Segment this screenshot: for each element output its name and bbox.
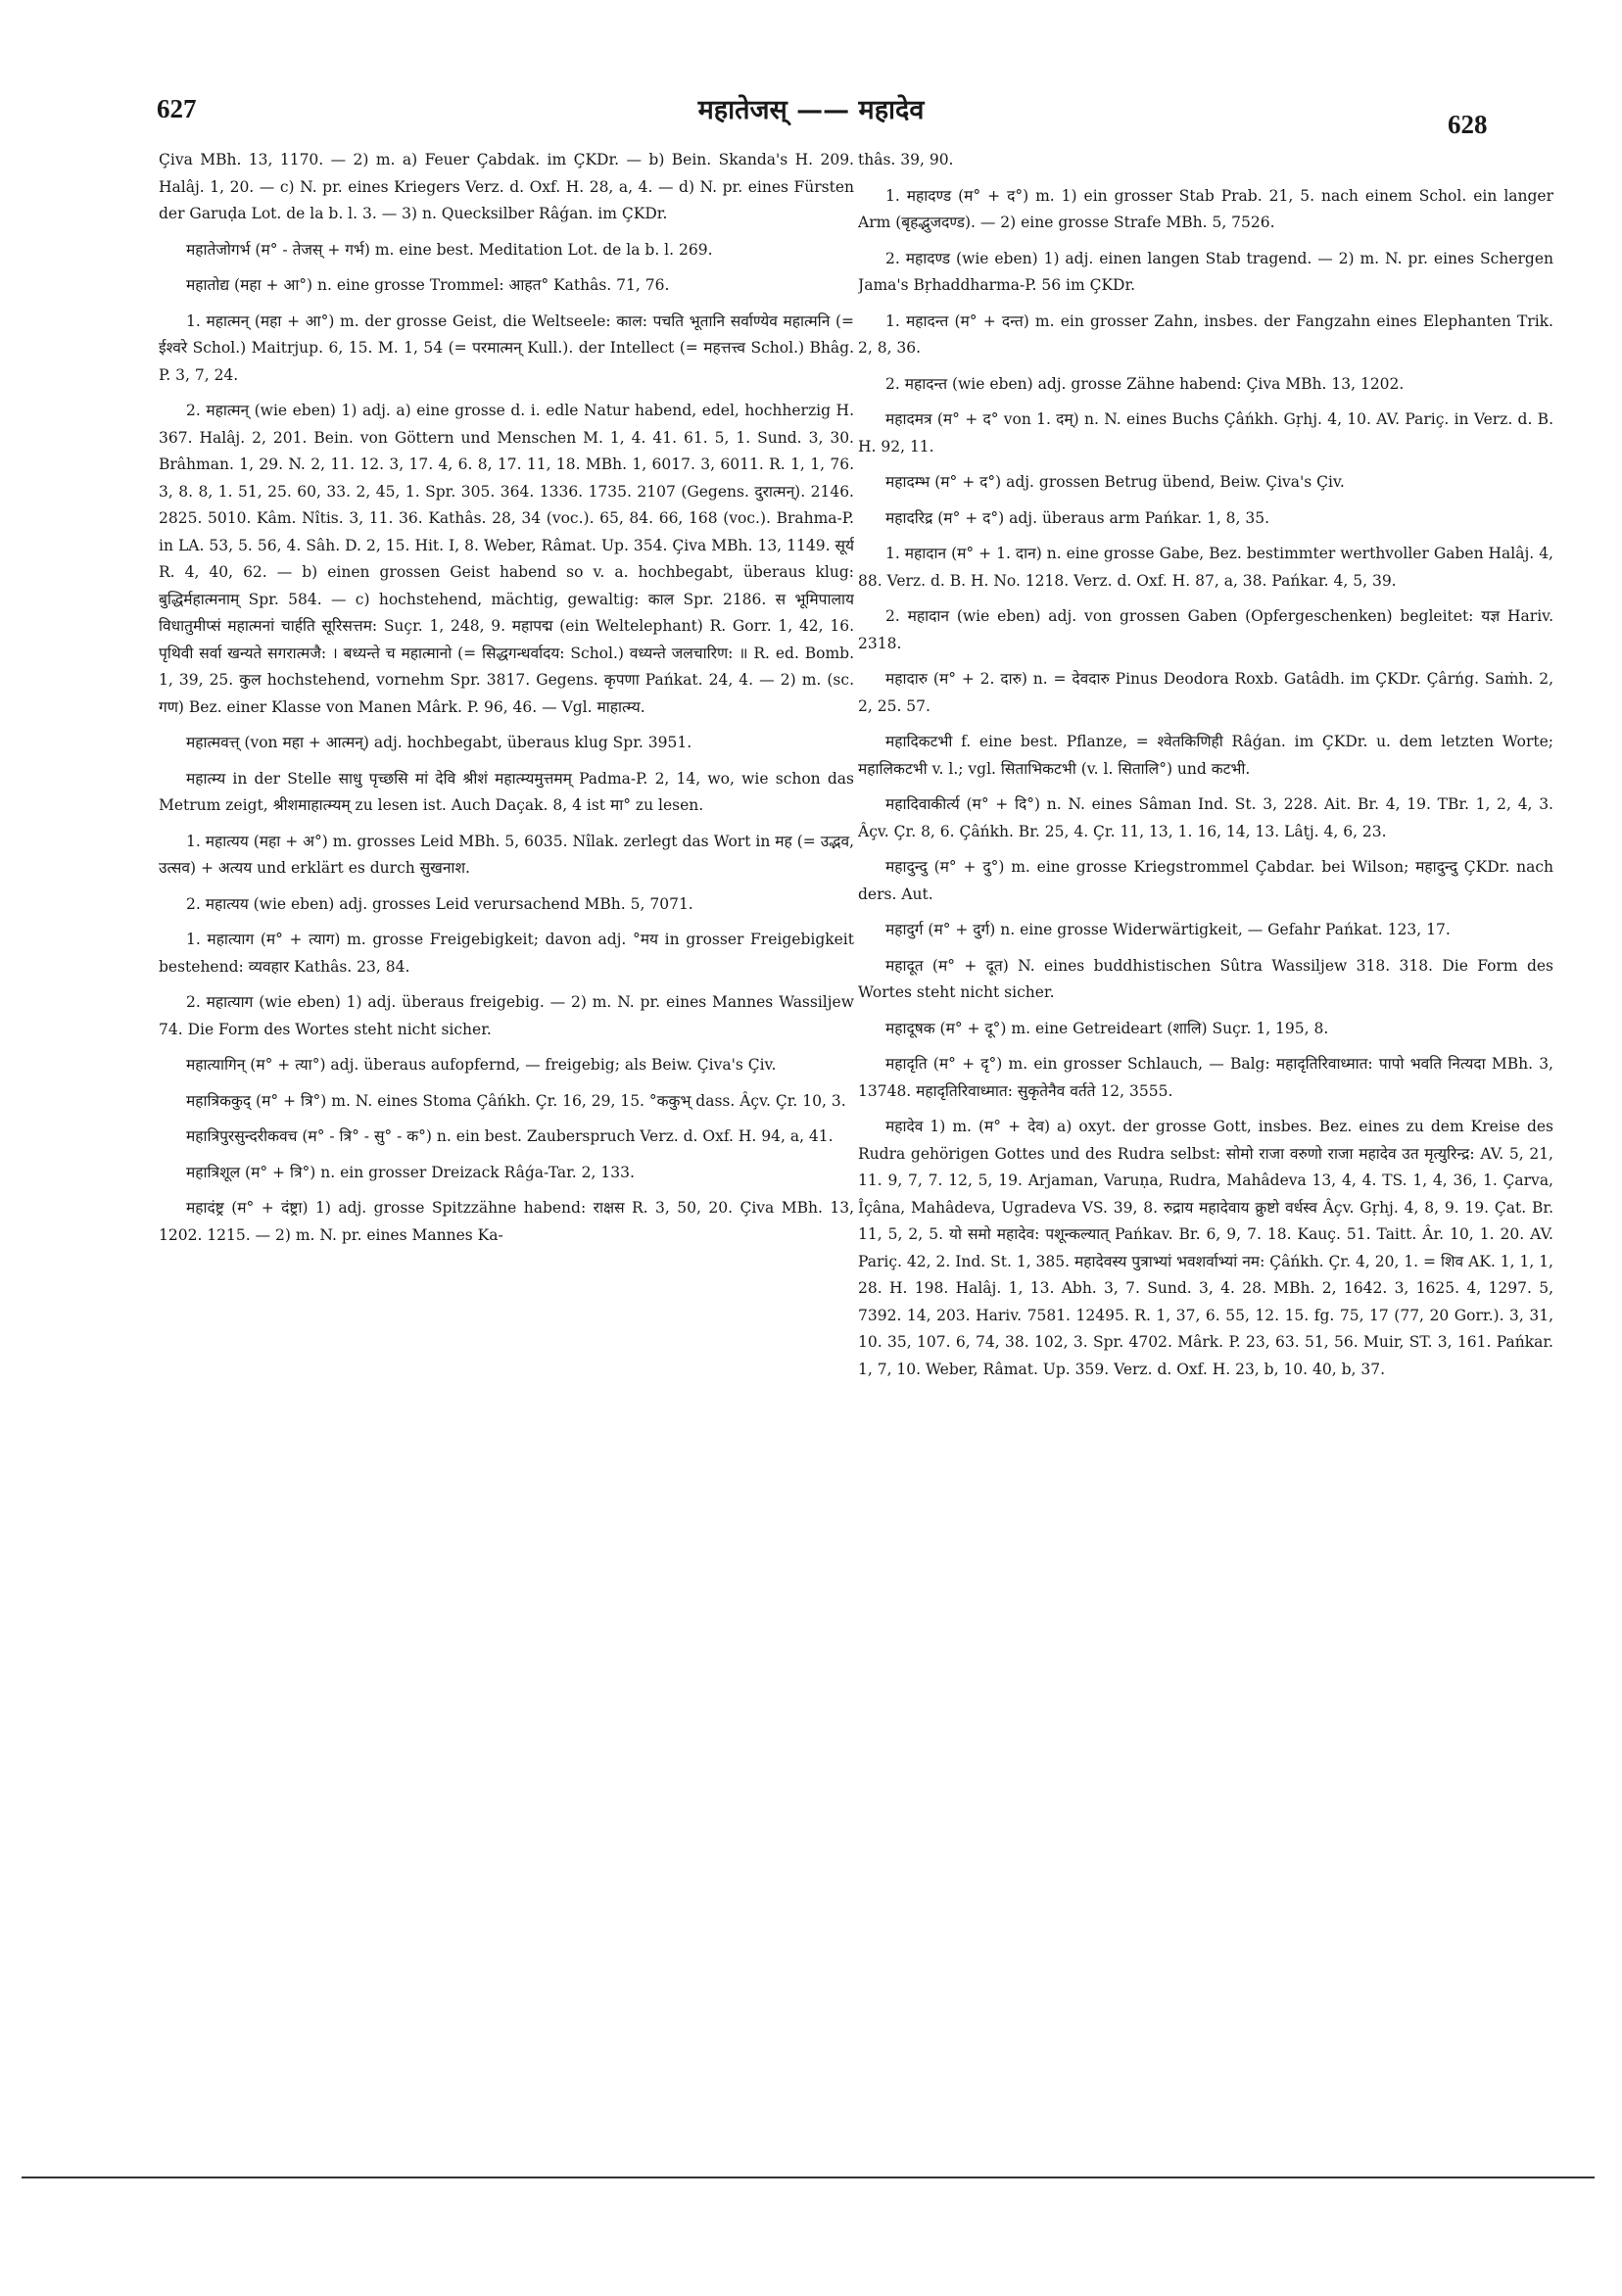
dictionary-entry: 1. महादण्ड (म° + द°) m. 1) ein grosser Stab Prab. 21, 5. nach einem Schol. ein langer Arm (बृहद्भुजदण्ड). — 2) eine grosse Strafe MBh. 5, 7526.	[858, 186, 1553, 231]
dictionary-entry: 1. महादन्त (म° + दन्त) m. ein grosser Zahn, insbes. der Fangzahn eines Elephanten Trik. 2, 8, 36.	[858, 311, 1553, 357]
dictionary-entry: Çiva MBh. 13, 1170. — 2) m. a) Feuer Çabdak. im ÇKDr. — b) Bein. Skanda's H. 209. Halâj. 1, 20. — c) N. pr. eines Kriegers Verz. d. Oxf. H. 28, a, 4. — d) N. pr. eines Fürsten der Garuḍa Lot. de la b. l. 3. — 3) n. Quecksilber Râǵan. im ÇKDr.	[159, 151, 854, 222]
dictionary-entry: महादुन्दु (म° + दु°) m. eine grosse Kriegstrommel Çabdar. bei Wilson; महादुन्दु ÇKDr. nach ders. Aut.	[858, 858, 1553, 903]
dictionary-entry: महात्रिककुद् (म° + त्रि°) m. N. eines Stoma Çâńkh. Çr. 16, 29, 15. °ककुभ् dass. Âçv. Çr. 10, 3.	[186, 1091, 846, 1110]
dictionary-entry: महादम्भ (म° + द°) adj. grossen Betrug übend, Beiw. Çiva's Çiv.	[885, 473, 1345, 491]
dictionary-entry: महात्रिशूल (म° + त्रि°) n. ein grosser Dreizack Râǵa-Tar. 2, 133.	[186, 1163, 635, 1181]
running-title: महातेजस् —— महादेव	[697, 95, 925, 125]
dictionary-entry: महादमत्र (म° + द° von 1. दम्) n. N. eines Buchs Çâńkh. Gṛhj. 4, 10. AV. Pariç. in Verz. d. B. H. 92, 11.	[858, 410, 1553, 455]
dictionary-entry: महात्रिपुरसुन्दरीकवच (म° - त्रि° - सु° - क°) n. ein best. Zauberspruch Verz. d. Oxf. H. 94, a, 41.	[186, 1127, 834, 1145]
dictionary-entry: 1. महादान (म° + 1. दान) n. eine grosse Gabe, Bez. bestimmter werthvoller Gaben Halâj. 4, 88. Verz. d. B. H. No. 1218. Verz. d. Oxf. H. 87, a, 38. Pańkar. 4, 5, 39.	[858, 545, 1553, 590]
dictionary-entry: 1. महात्याग (म° + त्याग) m. grosse Freigebigkeit; davon adj. °मय in grosser Freigebigkeit bestehend: व्यवहार Kathâs. 23, 84.	[159, 931, 854, 976]
dictionary-entry: महादेव 1) m. (म° + देव) a) oxyt. der grosse Gott, insbes. Bez. eines zu dem Kreise des Rudra gehörigen Gottes und des Rudra selbst: सोमो राजा वरुणो राजा महादेव उत मृत्युरिन्द्र: AV. 5, 21, 11. 9, 7, 7. 12, 5, 19. Arjaman, Varuṇa, Rudra, Mahâdeva 13, 4, 4. TS. 1, 4, 36, 1. Çarva, Îçâna, Mahâdeva, Ugradeva VS. 39, 8. रुद्राय महादेवाय क्रुष्टो वर्धस्व Âçv. Gṛhj. 4, 8, 9. 19. Çat. Br. 11, 5, 2, 5. यो समो महादेव: पशून्कल्यात् Pańkav. Br. 6, 9, 7. 18. Kauç. 51. Taitt. Âr. 10, 1. 20. AV. Pariç. 42, 2. Ind. St. 1, 385. महादेवस्य पुत्राभ्यां भवशर्वाभ्यां नम: Çâńkh. Çr. 4, 20, 1. = शिव AK. 1, 1, 1, 28. H. 198. Halâj. 1, 13. Abh. 3, 7. Sund. 3, 4. 28. MBh. 2, 1642. 3, 1625. 4, 1297. 5, 7392. 14, 203. Hariv. 7581. 12495. R. 1, 37, 6. 55, 12. 15. fg. 75, 17 (77, 20 Gorr.). 3, 31, 10. 35, 107. 6, 74, 38. 102, 3. Spr. 4702. Mârk. P. 23, 63. 51, 56. Muir, ST. 3, 161. Pańkar. 1, 7, 10. Weber, Râmat. Up. 359. Verz. d. Oxf. H. 23, b, 10. 40, b, 37.	[858, 1118, 1553, 1378]
page-header	[0, 86, 1622, 139]
dictionary-entry: महादंष्ट्र (म° + दंष्ट्रा) 1) adj. grosse Spitzzähne habend: राक्षस R. 3, 50, 20. Çiva MBh. 13, 1202. 1215. — 2) m. N. pr. eines Mannes Ka-	[159, 1199, 854, 1244]
dictionary-entry: 2. महात्यय (wie eben) adj. grosses Leid verursachend MBh. 5, 7071.	[186, 894, 693, 913]
dictionary-entry: महात्म्य in der Stelle साधु पृच्छसि मां देवि श्रीशं महात्म्यमुत्तमम् Padma-P. 2, 14, wo, wie schon das Metrum zeigt, श्रीशमाहात्म्यम् zu lesen ist. Auch Daçak. 8, 4 ist मा° zu lesen.	[159, 769, 854, 814]
dictionary-entry: महादुर्ग (म° + दुर्ग) n. eine grosse Widerwärtigkeit, — Gefahr Pańkat. 123, 17.	[885, 921, 1451, 938]
dictionary-entry: महात्यागिन् (म° + त्या°) adj. überaus aufopfernd, — freigebig; als Beiw. Çiva's Çiv.	[186, 1056, 777, 1074]
dictionary-entry: महादारु (म° + 2. दारु) n. = देवदारु Pinus Deodora Roxb. Gatâdh. im ÇKDr. Çârńg. Saṁh. 2, 2, 25. 57.	[858, 670, 1553, 715]
dictionary-entry: 2. महात्मन् (wie eben) 1) adj. a) eine grosse d. i. edle Natur habend, edel, hochherzig H. 367. Halâj. 2, 201. Bein. von Göttern und Menschen M. 1, 4. 41. 61. 5, 1. Sund. 3, 30. Brâhman. 1, 29. N. 2, 11. 12. 3, 17. 4, 6. 8, 17. 11, 18. MBh. 1, 6017. 3, 6011. R. 1, 1, 76. 3, 8. 8, 1. 51, 25. 60, 33. 2, 45, 1. Spr. 305. 364. 1336. 1735. 2107 (Gegens. दुरात्मन्). 2146. 2825. 5010. Kâm. Nîtis. 3, 11. 36. Kathâs. 28, 34 (voc.). 65, 84. 66, 168 (voc.). Brahma-P. in LA. 53, 5. 56, 4. Sâh. D. 2, 15. Hit. I, 8. Weber, Râmat. Up. 354. Çiva MBh. 13, 1149. सूर्य R. 4, 40, 62. — b) einen grossen Geist habend so v. a. hochbegabt, überaus klug: बुद्धिर्महात्मनाम् Spr. 584. — c) hochstehend, mächtig, gewaltig: काल Spr. 2186. स भूमिपालाय विधातुमीप्सं महात्मनां चार्हति सूरिसत्तम: Suçr. 1, 248, 9. महापद्म (ein Weltelephant) R. Gorr. 1, 42, 16. पृथिवी सर्वा खन्यते सगरात्मजै: । बध्यन्ते च महात्मानो (= सिद्धगन्धर्वादय: Schol.) वध्यन्ते जलचारिण: ॥ R. ed. Bomb. 1, 39, 25. कुल hochstehend, vornehm Spr. 3817. Gegens. कृपणा Pańkat. 24, 4. — 2) m. (sc. गण) Bez. einer Klasse von Manen Mârk. P. 96, 46. — Vgl. माहात्म्य.	[159, 402, 854, 716]
dictionary-entry: महातोद्य (महा + आ°) n. eine grosse Trommel: आहत° Kathâs. 71, 76.	[186, 276, 670, 294]
dictionary-entry: महादृति (म° + दृ°) m. ein grosser Schlauch, — Balg: महादृतिरिवाध्मात: पापो भवति नित्यदा MBh. 3, 13748. महादृतिरिवाध्मात: सुकृतेनैव वर्तते 12, 3555.	[858, 1055, 1553, 1100]
dictionary-entry: महादूत (म° + दूत) N. eines buddhistischen Sûtra Wassiljew 318. 318. Die Form des Wortes steht nicht sicher.	[858, 956, 1553, 1001]
dictionary-entry: महादरिद्र (म° + द°) adj. überaus arm Pańkar. 1, 8, 35.	[885, 508, 1270, 527]
dictionary-entry: 2. महादण्ड (wie eben) 1) adj. einen langen Stab tragend. — 2) m. N. pr. eines Schergen Jama's Bṛhaddharma-P. 56 im ÇKDr.	[858, 249, 1553, 294]
dictionary-entry: 2. महात्याग (wie eben) 1) adj. überaus freigebig. — 2) m. N. pr. eines Mannes Wassiljew 74. Die Form des Wortes steht nicht sicher.	[159, 993, 854, 1038]
dictionary-entry: महादूषक (म° + दू°) m. eine Getreideart (शालि) Suçr. 1, 195, 8.	[885, 1019, 1329, 1037]
dictionary-entry: 1. महात्मन् (महा + आ°) m. der grosse Geist, die Weltseele: काल: पचति भूतानि सर्वाण्येव महात्मनि (= ईश्वरे Schol.) Maitrjup. 6, 15. M. 1, 54 (= परमात्मन् Kull.). der Intellect (= महत्तत्त्व Schol.) Bhâg. P. 3, 7, 24.	[159, 311, 854, 384]
dictionary-entry: thâs. 39, 90.	[858, 151, 954, 168]
page-number-right: 628	[1448, 110, 1488, 139]
dictionary-entry: महादिवाकीर्त्य (म° + दि°) n. N. eines Sâman Ind. St. 3, 228. Ait. Br. 4, 19. TBr. 1, 2, 4, 3. Âçv. Çr. 8, 6. Çâńkh. Br. 25, 4. Çr. 11, 13, 1. 16, 14, 13. Lâṭj. 4, 6, 23.	[858, 795, 1553, 840]
dictionary-entry: 2. महादान (wie eben) adj. von grossen Gaben (Opfergeschenken) begleitet: यज्ञ Hariv. 2318.	[858, 607, 1553, 652]
dictionary-entry: महादिकटभी f. eine best. Pflanze, = श्वेतकिणिही Râǵan. im ÇKDr. u. dem letzten Worte; महालिकटभी v. l.; vgl. सिताभिकटभी (v. l. सितालि°) und कटभी.	[858, 733, 1553, 778]
dictionary-entry: महातेजोगर्भ (म° - तेजस् + गर्भ) m. eine best. Meditation Lot. de la b. l. 269.	[186, 240, 713, 259]
dictionary-entry: महात्मवत्त् (von महा + आत्मन्) adj. hochbegabt, überaus klug Spr. 3951.	[186, 734, 692, 751]
right-column	[858, 147, 1553, 2116]
dictionary-entry: 1. महात्यय (महा + अ°) m. grosses Leid MBh. 5, 6035. Nîlak. zerlegt das Wort in मह (= उद्भव, उत्सव) + अत्यय und erklärt es durch सुखनाश.	[159, 832, 854, 877]
left-column	[159, 147, 854, 2116]
dictionary-entry: 2. महादन्त (wie eben) adj. grosse Zähne habend: Çiva MBh. 13, 1202.	[885, 374, 1405, 393]
bottom-rule	[22, 2176, 1595, 2178]
page-number-left: 627	[157, 94, 197, 123]
